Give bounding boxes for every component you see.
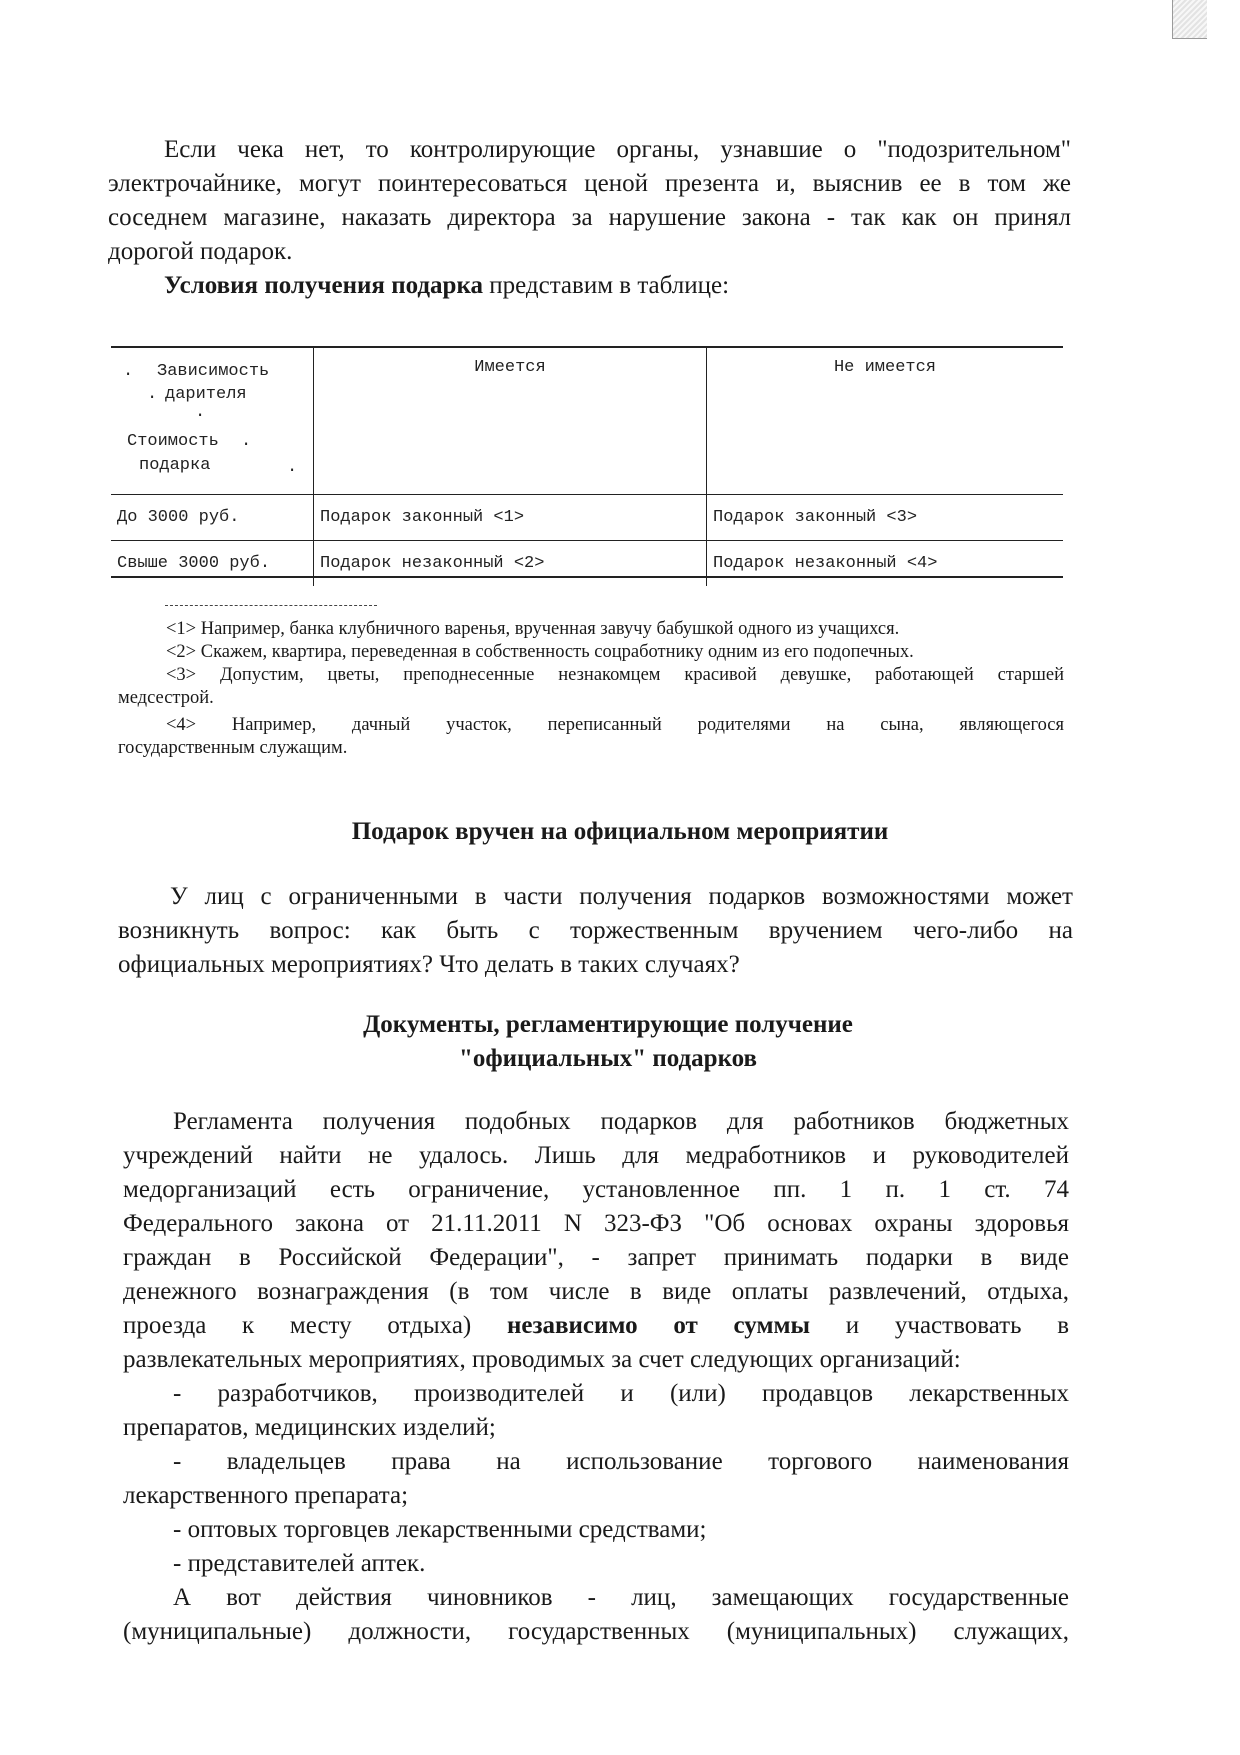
regulation-line-6: денежного вознаграждения (в том числе в виде оплаты развлечений, отдыха, bbox=[123, 1278, 1069, 1305]
regulation-line-7-pre: проезда к месту отдыха) bbox=[123, 1312, 507, 1339]
section-heading-documents-1: Документы, регламентирующие получение bbox=[363, 1011, 853, 1038]
regulation-line-1: Регламента получения подобных подарков для работников бюджетных bbox=[173, 1108, 1069, 1135]
corner-row-label-2: подарка bbox=[139, 456, 211, 475]
footnote-separator bbox=[165, 605, 377, 606]
question-line-3: официальных мероприятиях? Что делать в таких случаях? bbox=[118, 951, 740, 978]
table-corner-cell: . Зависимость . дарителя . Стоимость . подарка . bbox=[111, 348, 314, 495]
list-item-2-line-1: - владельцев права на использование торгового наименования bbox=[173, 1448, 1069, 1475]
intro-line-2: электрочайнике, могут поинтересоваться ценой презента и, выяснив ее в том же bbox=[108, 170, 1071, 197]
footnote-3: <3> Допустим, цветы, преподнесенные незнакомцем красивой девушке, работающей старшей bbox=[166, 665, 1064, 685]
table-row bbox=[111, 495, 1063, 541]
list-item-2-line-2: лекарственного препарата; bbox=[123, 1482, 409, 1509]
list-item-1-line-2: препаратов, медицинских изделий; bbox=[123, 1414, 496, 1441]
section-heading-documents-2: "официальных" подарков bbox=[458, 1045, 758, 1072]
cell-has: Подарок законный <1> bbox=[314, 495, 707, 541]
col-header-has: Имеется bbox=[314, 348, 707, 495]
list-item-1-line-1: - разработчиков, производителей и (или) продавцов лекарственных bbox=[173, 1380, 1069, 1407]
question-paragraph bbox=[118, 880, 1073, 982]
row-label: Свыше 3000 руб. bbox=[111, 541, 314, 587]
regulation-paragraph bbox=[123, 1105, 1069, 1649]
regulation-line-2: учреждений найти не удалось. Лишь для медработников и руководителей bbox=[123, 1142, 1069, 1169]
list-item-4: - представителей аптек. bbox=[173, 1550, 426, 1577]
regulation-line-8: развлекательных мероприятиях, проводимых за счет следующих организаций: bbox=[123, 1346, 961, 1373]
regulation-line-7 bbox=[123, 1309, 1069, 1343]
corner-col-label-1: Зависимость bbox=[157, 362, 270, 381]
corner-row-label-1: Стоимость bbox=[127, 432, 219, 451]
conditions-line bbox=[108, 269, 1071, 303]
table-row bbox=[111, 541, 1063, 587]
cell-not: Подарок незаконный <4> bbox=[713, 554, 938, 573]
corner-col-label-2: дарителя bbox=[165, 385, 247, 404]
regulation-line-3: медорганизаций есть ограничение, установленное пп. 1 п. 1 ст. 74 bbox=[123, 1176, 1069, 1203]
cell-has: Подарок незаконный <2> bbox=[314, 541, 707, 587]
list-item-3: - оптовых торговцев лекарственными средствами; bbox=[173, 1516, 707, 1543]
regulation-line-4: Федерального закона от 21.11.2011 N 323-ФЗ "Об основах охраны здоровья bbox=[123, 1210, 1069, 1237]
col-header-not: Не имеется bbox=[707, 348, 1064, 495]
intro-line-4: дорогой подарок. bbox=[108, 238, 293, 265]
cell-not: Подарок законный <3> bbox=[707, 495, 1064, 541]
question-line-1: У лиц с ограниченными в части получения подарков возможностями может bbox=[170, 883, 1073, 910]
footnotes bbox=[118, 618, 1064, 760]
conditions-bold: Условия получения подарка bbox=[164, 272, 483, 299]
footnote-2: <2> Скажем, квартира, переведенная в собственность соцработнику одним из его подопечных. bbox=[166, 642, 914, 662]
regulation-line-7-bold: независимо от суммы bbox=[506, 1312, 811, 1339]
footnote-3-cont: медсестрой. bbox=[118, 688, 214, 708]
officials-line-1: А вот действия чиновников - лиц, замещающих государственные bbox=[173, 1584, 1069, 1611]
footnote-4: <4> Например, дачный участок, переписанный родителями на сына, являющегося bbox=[166, 715, 1064, 735]
row-label: До 3000 руб. bbox=[111, 495, 314, 541]
footnote-1: <1> Например, банка клубничного варенья, врученная завучу бабушкой одного из учащихся. bbox=[166, 619, 900, 639]
intro-line-1: Если чека нет, то контролирующие органы, узнавшие о "подозрительном" bbox=[164, 136, 1071, 163]
gift-conditions-table bbox=[111, 348, 1063, 586]
table-header-row bbox=[111, 348, 1063, 495]
intro-line-3: соседнем магазине, наказать директора за нарушение закона - так как он принял bbox=[108, 204, 1071, 231]
footnote-4-cont: государственным служащим. bbox=[118, 738, 348, 758]
regulation-line-7-post: и участвовать в bbox=[810, 1312, 1069, 1339]
scan-corner-mark bbox=[1172, 0, 1207, 39]
question-line-2: возникнуть вопрос: как быть с торжественным вручением чего-либо на bbox=[118, 917, 1073, 944]
regulation-line-5: граждан в Российской Федерации", - запрет принимать подарки в виде bbox=[123, 1244, 1069, 1271]
officials-line-2: (муниципальные) должности, государственных (муниципальных) служащих, bbox=[123, 1618, 1069, 1645]
section-heading-official-event: Подарок вручен на официальном мероприятии bbox=[351, 818, 889, 845]
conditions-rest: представим в таблице: bbox=[482, 272, 730, 299]
intro-paragraph bbox=[108, 133, 1071, 303]
table-bottom-rule bbox=[111, 576, 1063, 578]
